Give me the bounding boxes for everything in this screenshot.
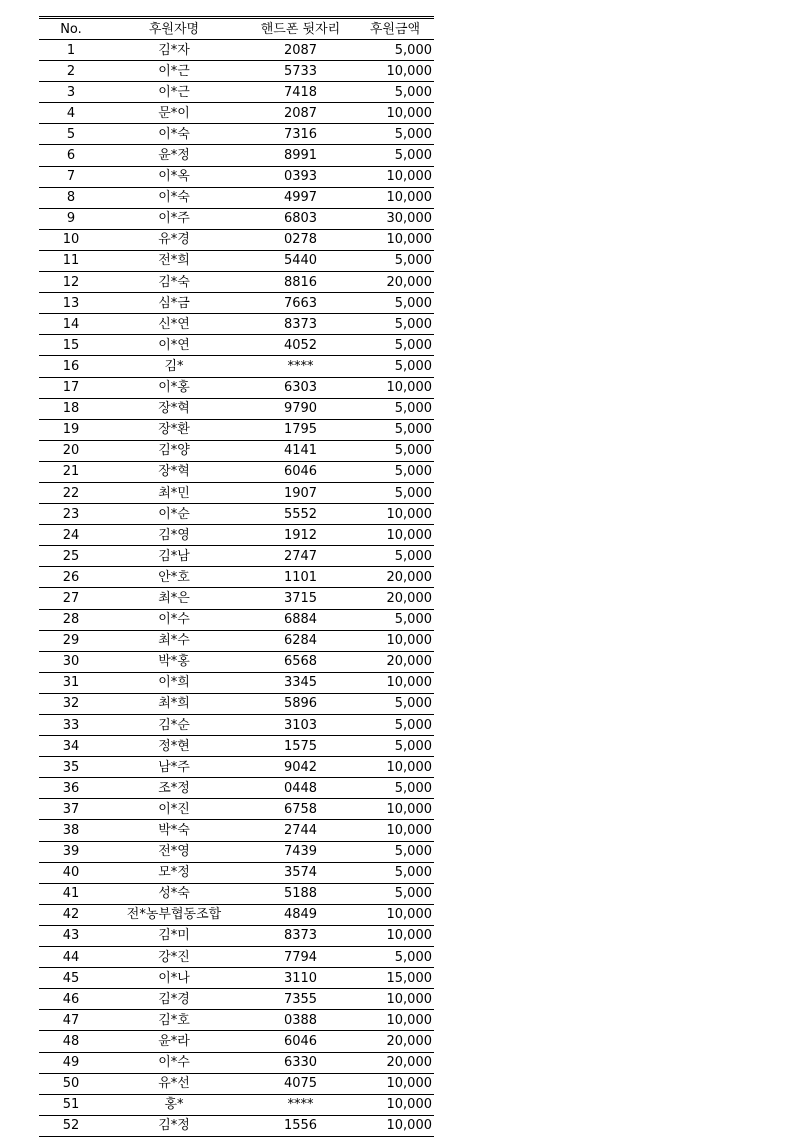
cell-no: 48	[39, 1031, 103, 1052]
table-row	[39, 947, 434, 968]
cell-phone-last-digits: 6284	[245, 630, 356, 651]
cell-no: 41	[39, 883, 103, 904]
table-row	[39, 293, 434, 314]
cell-phone-last-digits: 1907	[245, 482, 356, 503]
cell-phone-last-digits: 2747	[245, 546, 356, 567]
cell-phone-last-digits: ****	[245, 1094, 356, 1115]
cell-donation-amount: 5,000	[356, 419, 434, 440]
cell-no: 9	[39, 208, 103, 229]
cell-no: 35	[39, 757, 103, 778]
cell-no: 12	[39, 272, 103, 293]
cell-no: 37	[39, 799, 103, 820]
cell-phone-last-digits: 8816	[245, 272, 356, 293]
cell-donation-amount: 5,000	[356, 841, 434, 862]
table-row	[39, 377, 434, 398]
table-row	[39, 989, 434, 1010]
cell-no: 11	[39, 250, 103, 271]
cell-phone-last-digits: 9790	[245, 398, 356, 419]
cell-no: 19	[39, 419, 103, 440]
cell-donor-name: 문*이	[103, 103, 245, 124]
table-row	[39, 314, 434, 335]
cell-donation-amount: 20,000	[356, 1031, 434, 1052]
cell-donation-amount: 10,000	[356, 1115, 434, 1136]
cell-no: 28	[39, 609, 103, 630]
table-row	[39, 482, 434, 503]
cell-donor-name: 이*숙	[103, 187, 245, 208]
cell-no: 36	[39, 778, 103, 799]
cell-no: 18	[39, 398, 103, 419]
cell-donor-name: 윤*라	[103, 1031, 245, 1052]
cell-phone-last-digits: 2087	[245, 40, 356, 61]
cell-phone-last-digits: 8991	[245, 145, 356, 166]
cell-donor-name: 김*자	[103, 40, 245, 61]
cell-phone-last-digits: 9042	[245, 757, 356, 778]
cell-donation-amount: 10,000	[356, 1094, 434, 1115]
cell-no: 3	[39, 82, 103, 103]
cell-donation-amount: 15,000	[356, 968, 434, 989]
cell-no: 2	[39, 61, 103, 82]
cell-phone-last-digits: 6803	[245, 208, 356, 229]
cell-donor-name: 최*은	[103, 588, 245, 609]
cell-donor-name: 모*정	[103, 862, 245, 883]
cell-donor-name: 이*수	[103, 609, 245, 630]
cell-phone-last-digits: 4997	[245, 187, 356, 208]
cell-donor-name: 안*호	[103, 567, 245, 588]
cell-no: 4	[39, 103, 103, 124]
cell-no: 42	[39, 904, 103, 925]
cell-donation-amount: 10,000	[356, 630, 434, 651]
cell-phone-last-digits: 5440	[245, 250, 356, 271]
cell-donation-amount: 20,000	[356, 567, 434, 588]
table-row	[39, 904, 434, 925]
cell-no: 31	[39, 672, 103, 693]
cell-donation-amount: 5,000	[356, 482, 434, 503]
cell-no: 26	[39, 567, 103, 588]
cell-donor-name: 전*희	[103, 250, 245, 271]
table-row	[39, 778, 434, 799]
cell-phone-last-digits: 7418	[245, 82, 356, 103]
cell-donor-name: 박*숙	[103, 820, 245, 841]
cell-donor-name: 홍*	[103, 1094, 245, 1115]
cell-donation-amount: 10,000	[356, 504, 434, 525]
cell-phone-last-digits: 0278	[245, 229, 356, 250]
table-row	[39, 862, 434, 883]
cell-donation-amount: 10,000	[356, 904, 434, 925]
cell-phone-last-digits: 6046	[245, 461, 356, 482]
table-row	[39, 672, 434, 693]
table-row	[39, 61, 434, 82]
cell-donor-name: 김*정	[103, 1115, 245, 1136]
cell-donor-name: 장*환	[103, 419, 245, 440]
table-row	[39, 229, 434, 250]
cell-donation-amount: 10,000	[356, 672, 434, 693]
header-donation-amount: 후원금액	[356, 18, 434, 40]
cell-donation-amount: 10,000	[356, 1073, 434, 1094]
cell-phone-last-digits: 7316	[245, 124, 356, 145]
cell-donor-name: 이*숙	[103, 124, 245, 145]
table-row	[39, 187, 434, 208]
cell-donor-name: 김*호	[103, 1010, 245, 1031]
cell-no: 43	[39, 925, 103, 946]
cell-donation-amount: 30,000	[356, 208, 434, 229]
cell-phone-last-digits: 7355	[245, 989, 356, 1010]
cell-donation-amount: 10,000	[356, 820, 434, 841]
cell-donation-amount: 5,000	[356, 124, 434, 145]
cell-donor-name: 이*나	[103, 968, 245, 989]
table-row	[39, 1073, 434, 1094]
cell-phone-last-digits: 8373	[245, 925, 356, 946]
table-row	[39, 82, 434, 103]
cell-no: 38	[39, 820, 103, 841]
table-row	[39, 799, 434, 820]
cell-phone-last-digits: 1912	[245, 525, 356, 546]
cell-donor-name: 김*순	[103, 715, 245, 736]
cell-donor-name: 김*경	[103, 989, 245, 1010]
cell-donor-name: 전*영	[103, 841, 245, 862]
table-row	[39, 335, 434, 356]
cell-donor-name: 김*남	[103, 546, 245, 567]
cell-phone-last-digits: 7794	[245, 947, 356, 968]
cell-donor-name: 이*홍	[103, 377, 245, 398]
table-row	[39, 588, 434, 609]
cell-donor-name: 유*선	[103, 1073, 245, 1094]
cell-donor-name: 정*현	[103, 736, 245, 757]
cell-donation-amount: 5,000	[356, 546, 434, 567]
cell-phone-last-digits: 1556	[245, 1115, 356, 1136]
cell-donor-name: 김*미	[103, 925, 245, 946]
cell-donor-name: 성*숙	[103, 883, 245, 904]
table-row	[39, 609, 434, 630]
cell-donation-amount: 5,000	[356, 883, 434, 904]
cell-no: 29	[39, 630, 103, 651]
cell-phone-last-digits: 6330	[245, 1052, 356, 1073]
table-row	[39, 40, 434, 61]
cell-donor-name: 유*경	[103, 229, 245, 250]
table-row	[39, 757, 434, 778]
table-row	[39, 525, 434, 546]
cell-donation-amount: 5,000	[356, 40, 434, 61]
table-row	[39, 208, 434, 229]
donor-table	[39, 16, 434, 1137]
table-row	[39, 504, 434, 525]
cell-phone-last-digits: 1575	[245, 736, 356, 757]
cell-donor-name: 이*수	[103, 1052, 245, 1073]
cell-donation-amount: 10,000	[356, 525, 434, 546]
cell-phone-last-digits: 0393	[245, 166, 356, 187]
cell-no: 20	[39, 440, 103, 461]
cell-phone-last-digits: 0448	[245, 778, 356, 799]
cell-donation-amount: 5,000	[356, 715, 434, 736]
cell-phone-last-digits: ****	[245, 356, 356, 377]
cell-phone-last-digits: 3345	[245, 672, 356, 693]
cell-donor-name: 이*옥	[103, 166, 245, 187]
table-row	[39, 736, 434, 757]
header-no: No.	[39, 18, 103, 40]
table-body	[39, 40, 434, 1137]
cell-phone-last-digits: 6884	[245, 609, 356, 630]
cell-donation-amount: 10,000	[356, 61, 434, 82]
cell-phone-last-digits: 1101	[245, 567, 356, 588]
table-row	[39, 883, 434, 904]
cell-no: 46	[39, 989, 103, 1010]
cell-donor-name: 조*정	[103, 778, 245, 799]
cell-phone-last-digits: 6303	[245, 377, 356, 398]
table-row	[39, 461, 434, 482]
cell-phone-last-digits: 3110	[245, 968, 356, 989]
cell-no: 24	[39, 525, 103, 546]
cell-donor-name: 장*혁	[103, 461, 245, 482]
cell-no: 22	[39, 482, 103, 503]
cell-phone-last-digits: 4052	[245, 335, 356, 356]
cell-donor-name: 이*주	[103, 208, 245, 229]
table-row	[39, 925, 434, 946]
table-row	[39, 567, 434, 588]
table-row	[39, 693, 434, 714]
cell-no: 33	[39, 715, 103, 736]
cell-no: 45	[39, 968, 103, 989]
table-row	[39, 356, 434, 377]
cell-donor-name: 남*주	[103, 757, 245, 778]
table-row	[39, 440, 434, 461]
cell-donation-amount: 10,000	[356, 377, 434, 398]
cell-phone-last-digits: 6046	[245, 1031, 356, 1052]
cell-phone-last-digits: 5188	[245, 883, 356, 904]
table-row	[39, 103, 434, 124]
cell-phone-last-digits: 3574	[245, 862, 356, 883]
cell-no: 51	[39, 1094, 103, 1115]
table-row	[39, 1010, 434, 1031]
cell-donation-amount: 10,000	[356, 187, 434, 208]
cell-no: 49	[39, 1052, 103, 1073]
cell-donation-amount: 10,000	[356, 1010, 434, 1031]
cell-no: 5	[39, 124, 103, 145]
cell-donation-amount: 5,000	[356, 82, 434, 103]
table-row	[39, 841, 434, 862]
table-row	[39, 124, 434, 145]
cell-donor-name: 이*근	[103, 82, 245, 103]
cell-donor-name: 박*홍	[103, 651, 245, 672]
cell-donor-name: 이*근	[103, 61, 245, 82]
cell-phone-last-digits: 1795	[245, 419, 356, 440]
cell-no: 27	[39, 588, 103, 609]
table-row	[39, 820, 434, 841]
cell-donation-amount: 5,000	[356, 947, 434, 968]
table-header	[39, 18, 434, 40]
cell-donation-amount: 5,000	[356, 314, 434, 335]
cell-donor-name: 신*연	[103, 314, 245, 335]
cell-donor-name: 김*양	[103, 440, 245, 461]
table-row	[39, 546, 434, 567]
cell-phone-last-digits: 3715	[245, 588, 356, 609]
cell-no: 30	[39, 651, 103, 672]
cell-phone-last-digits: 4075	[245, 1073, 356, 1094]
cell-phone-last-digits: 3103	[245, 715, 356, 736]
cell-donor-name: 김*숙	[103, 272, 245, 293]
cell-donor-name: 이*순	[103, 504, 245, 525]
cell-donation-amount: 10,000	[356, 925, 434, 946]
table-row	[39, 651, 434, 672]
cell-donation-amount: 5,000	[356, 778, 434, 799]
cell-phone-last-digits: 5896	[245, 693, 356, 714]
cell-donation-amount: 10,000	[356, 799, 434, 820]
cell-no: 25	[39, 546, 103, 567]
cell-donor-name: 최*수	[103, 630, 245, 651]
cell-no: 8	[39, 187, 103, 208]
cell-donation-amount: 10,000	[356, 229, 434, 250]
cell-no: 52	[39, 1115, 103, 1136]
cell-donor-name: 김*영	[103, 525, 245, 546]
cell-donor-name: 김*	[103, 356, 245, 377]
cell-donation-amount: 20,000	[356, 272, 434, 293]
cell-donation-amount: 5,000	[356, 693, 434, 714]
cell-phone-last-digits: 7439	[245, 841, 356, 862]
cell-donation-amount: 5,000	[356, 145, 434, 166]
cell-donor-name: 최*민	[103, 482, 245, 503]
table-row	[39, 398, 434, 419]
cell-no: 13	[39, 293, 103, 314]
table-row	[39, 968, 434, 989]
cell-donation-amount: 5,000	[356, 736, 434, 757]
cell-no: 14	[39, 314, 103, 335]
cell-no: 7	[39, 166, 103, 187]
cell-donor-name: 최*희	[103, 693, 245, 714]
cell-phone-last-digits: 7663	[245, 293, 356, 314]
cell-phone-last-digits: 4849	[245, 904, 356, 925]
cell-phone-last-digits: 6568	[245, 651, 356, 672]
cell-phone-last-digits: 2744	[245, 820, 356, 841]
cell-no: 15	[39, 335, 103, 356]
cell-donation-amount: 5,000	[356, 250, 434, 271]
table-row	[39, 1052, 434, 1073]
cell-phone-last-digits: 0388	[245, 1010, 356, 1031]
cell-phone-last-digits: 2087	[245, 103, 356, 124]
cell-donation-amount: 5,000	[356, 398, 434, 419]
cell-no: 16	[39, 356, 103, 377]
cell-no: 23	[39, 504, 103, 525]
cell-donor-name: 이*희	[103, 672, 245, 693]
cell-donation-amount: 20,000	[356, 651, 434, 672]
cell-no: 6	[39, 145, 103, 166]
cell-donor-name: 심*금	[103, 293, 245, 314]
table-row	[39, 630, 434, 651]
cell-donor-name: 이*진	[103, 799, 245, 820]
cell-phone-last-digits: 5733	[245, 61, 356, 82]
cell-donor-name: 장*혁	[103, 398, 245, 419]
cell-no: 1	[39, 40, 103, 61]
cell-phone-last-digits: 4141	[245, 440, 356, 461]
cell-donor-name: 윤*정	[103, 145, 245, 166]
table-row	[39, 272, 434, 293]
cell-donation-amount: 5,000	[356, 609, 434, 630]
cell-donation-amount: 10,000	[356, 757, 434, 778]
cell-phone-last-digits: 5552	[245, 504, 356, 525]
table-row	[39, 1115, 434, 1136]
cell-no: 50	[39, 1073, 103, 1094]
table-row	[39, 250, 434, 271]
cell-donor-name: 강*진	[103, 947, 245, 968]
table-row	[39, 715, 434, 736]
cell-phone-last-digits: 6758	[245, 799, 356, 820]
table-row	[39, 419, 434, 440]
cell-donation-amount: 10,000	[356, 166, 434, 187]
table-row	[39, 166, 434, 187]
cell-no: 10	[39, 229, 103, 250]
cell-donation-amount: 20,000	[356, 588, 434, 609]
cell-donation-amount: 5,000	[356, 356, 434, 377]
cell-no: 21	[39, 461, 103, 482]
cell-no: 47	[39, 1010, 103, 1031]
cell-donation-amount: 10,000	[356, 103, 434, 124]
header-phone-last-digits: 핸드폰 뒷자리	[245, 18, 356, 40]
header-row	[39, 18, 434, 40]
table-row	[39, 145, 434, 166]
cell-no: 44	[39, 947, 103, 968]
cell-donor-name: 이*연	[103, 335, 245, 356]
cell-donation-amount: 5,000	[356, 293, 434, 314]
cell-phone-last-digits: 8373	[245, 314, 356, 335]
cell-no: 34	[39, 736, 103, 757]
table-row	[39, 1031, 434, 1052]
cell-donation-amount: 20,000	[356, 1052, 434, 1073]
cell-donation-amount: 5,000	[356, 461, 434, 482]
cell-no: 32	[39, 693, 103, 714]
cell-no: 17	[39, 377, 103, 398]
cell-no: 40	[39, 862, 103, 883]
cell-no: 39	[39, 841, 103, 862]
cell-donation-amount: 5,000	[356, 440, 434, 461]
cell-donation-amount: 5,000	[356, 862, 434, 883]
cell-donation-amount: 5,000	[356, 335, 434, 356]
table-row	[39, 1094, 434, 1115]
cell-donor-name: 전*농부협동조합	[103, 904, 245, 925]
header-donor-name: 후원자명	[103, 18, 245, 40]
cell-donation-amount: 10,000	[356, 989, 434, 1010]
